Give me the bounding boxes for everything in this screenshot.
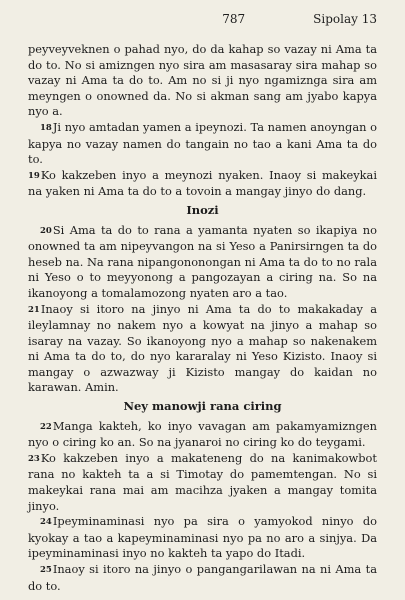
paragraph [28, 168, 377, 200]
paragraph [28, 514, 377, 562]
page-number: 787 [222, 12, 246, 26]
paragraph [28, 223, 377, 302]
running-head: Sipolay 13 [313, 12, 377, 26]
verse-number: 20 [40, 225, 52, 236]
paragraph-text: Manga kakteh, ko inyo vavagan am pakamyamizngen nyo o ciring ko an. So na jyanaroi no ciring ko do teygami. [28, 418, 377, 450]
paragraph-text: Inaoy si itoro na jinyo ni Ama ta do to makakaday a ileylamnay no nakem nyo a kowyat na jinyo a mahap so isaray na vazay. So ikanoyong nyo a mahap so nakenakem ni Ama ta do to, do nyo kararalay ni Yeso Kizisto. Inaoy si mangay o azwazway ji Kizisto mangay do kaidan no karawan. Amin. [28, 301, 377, 395]
paragraph-text: peyveyveknen o pahad nyo, do da kahap so vazay ni Ama ta do to. No si amizngen nyo sira am masasaray sira mahap so vazay ni Ama ta do to. Am no si ji nyo ngamizngа sira am meyngen o onowned da. No si akman sang am jyabo kapya nyo a. [28, 42, 377, 119]
section-heading: Ney manowji rana ciring [123, 399, 282, 414]
paragraph [28, 562, 377, 594]
paragraph-text: Ipeyminaminasi nyo pa sira o yamyokod ninyo do kyokay a tao a kapeyminaminasi nyo pa no aro a sinjya. Da ipeyminaminasi inyo no kakteh ta yapo do Itadi. [28, 514, 377, 561]
verse-number: 23 [28, 453, 40, 464]
verse-number: 18 [40, 122, 52, 133]
paragraph-text: Ji nyo amtadan yamen a ipeynozi. Ta namen anoyngan o kapya no vazay namen do tangain no tao a kani Ama ta do to. [28, 119, 377, 167]
paragraph-text: Ko kakzeben inyo a makateneng do na kanimakowbot rana no kakteh ta a si Timotay do pamemtengan. No si makeykai rana mai am macihza jyaken a mangay tomita jinyo. [28, 450, 377, 513]
page-header [28, 12, 377, 42]
paragraph-text: Inaoy si itoro na jinyo o pangangarilawan na ni Ama ta do to. [28, 562, 377, 593]
verse-number: 22 [40, 421, 52, 432]
paragraph [28, 302, 377, 397]
verse-number: 21 [28, 304, 40, 315]
verse-number: 24 [40, 517, 52, 528]
paragraph-text: Ko kakzeben inyo a meynozi nyaken. Inaoy si makeykai na yaken ni Ama ta do to a tovoin a mangay jinyo do dang. [28, 167, 377, 199]
verse-number: 19 [28, 170, 40, 181]
paragraph [28, 120, 377, 168]
paragraph-text: Si Ama ta do to rana a yamanta nyaten so ikapiya no onowned ta am nipeyvangon na si Yeso a Panirsirngen ta do heseb na. Na rana nipangononongan ni Ama ta do to no rala ni Yeso o to meyyonong a pangozayan a ciring na. So na ikanoyong a tomalamozong nyaten aro a tao. [28, 222, 377, 300]
verse-number: 25 [40, 565, 52, 575]
paragraph [28, 451, 377, 514]
main-text [28, 42, 377, 594]
paragraph [28, 42, 377, 120]
section-heading: Inozi [186, 202, 219, 217]
paragraph [28, 419, 377, 451]
